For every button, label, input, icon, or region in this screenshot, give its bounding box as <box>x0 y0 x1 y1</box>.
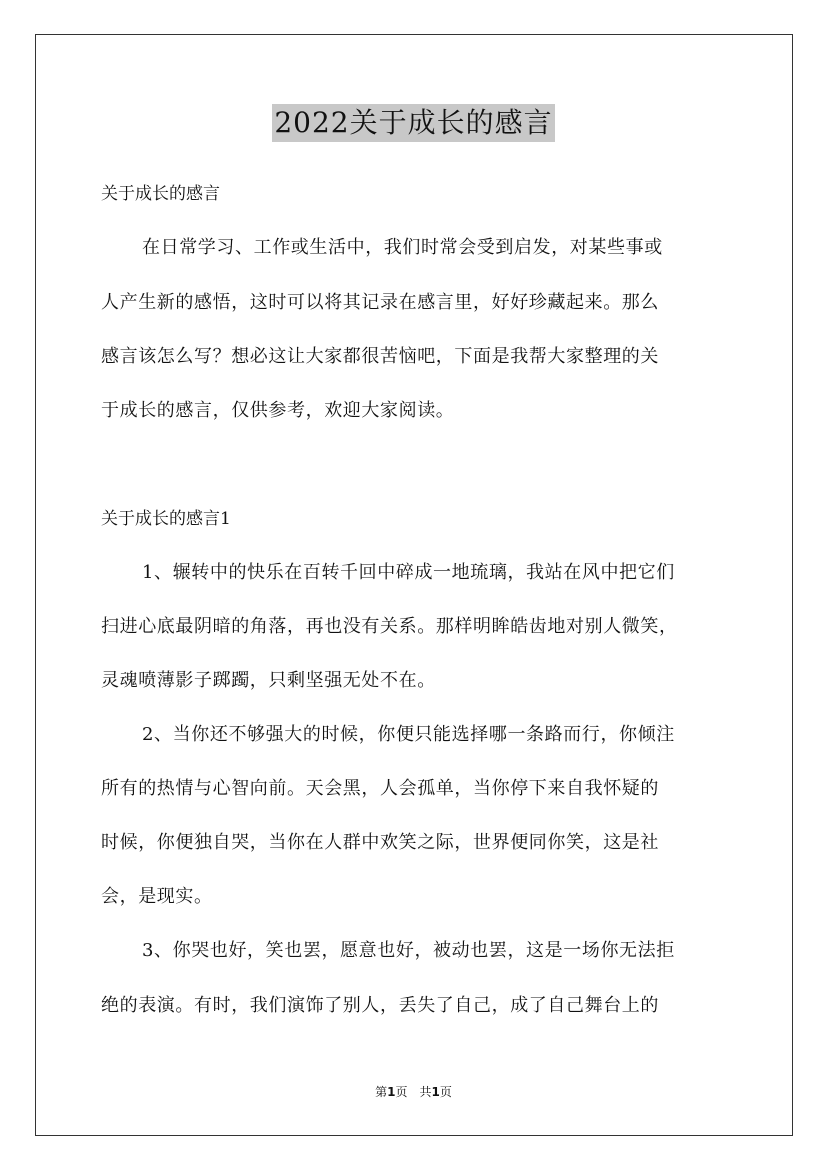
section-line-1: 1、辗转中的快乐在百转千回中碎成一地琉璃，我站在风中把它们 <box>142 562 675 583</box>
footer-suffix: 页 <box>439 1085 452 1099</box>
intro-line-4: 于成长的感言，仅供参考，欢迎大家阅读。 <box>101 400 455 421</box>
footer-mid: 页 共 <box>395 1085 432 1099</box>
title-container <box>0 104 827 142</box>
section-line-7: 会，是现实。 <box>101 886 213 907</box>
footer-prefix: 第 <box>375 1085 388 1099</box>
document-subtitle: 关于成长的感言 <box>101 184 220 204</box>
section-line-6: 时候，你便独自哭，当你在人群中欢笑之际，世界便同你笑，这是社 <box>101 832 659 853</box>
document-title: 2022关于成长的感言 <box>272 104 554 142</box>
section-line-9: 绝的表演。有时，我们演饰了别人，丢失了自己，成了自己舞台上的 <box>101 995 659 1016</box>
section-line-3: 灵魂喷薄影子踯躅，只剩坚强无处不在。 <box>101 670 436 691</box>
section-line-2: 扫进心底最阴暗的角落，再也没有关系。那样明眸皓齿地对别人微笑， <box>101 616 678 637</box>
intro-line-3: 感言该怎么写？想必这让大家都很苦恼吧，下面是我帮大家整理的关 <box>101 346 659 367</box>
footer-page-total: 1 <box>431 1085 440 1099</box>
footer-page-number: 1 <box>387 1085 396 1099</box>
page-footer <box>0 1083 827 1100</box>
section-line-5: 所有的热情与心智向前。天会黑，人会孤单，当你停下来自我怀疑的 <box>101 778 659 799</box>
intro-line-2: 人产生新的感悟，这时可以将其记录在感言里，好好珍藏起来。那么 <box>101 292 659 313</box>
section-line-8: 3、你哭也好，笑也罢，愿意也好，被动也罢，这是一场你无法拒 <box>142 940 675 961</box>
section-line-4: 2、当你还不够强大的时候，你便只能选择哪一条路而行，你倾注 <box>142 724 675 745</box>
section-heading: 关于成长的感言1 <box>101 509 231 529</box>
intro-line-1: 在日常学习、工作或生活中，我们时常会受到启发，对某些事或 <box>142 237 663 258</box>
